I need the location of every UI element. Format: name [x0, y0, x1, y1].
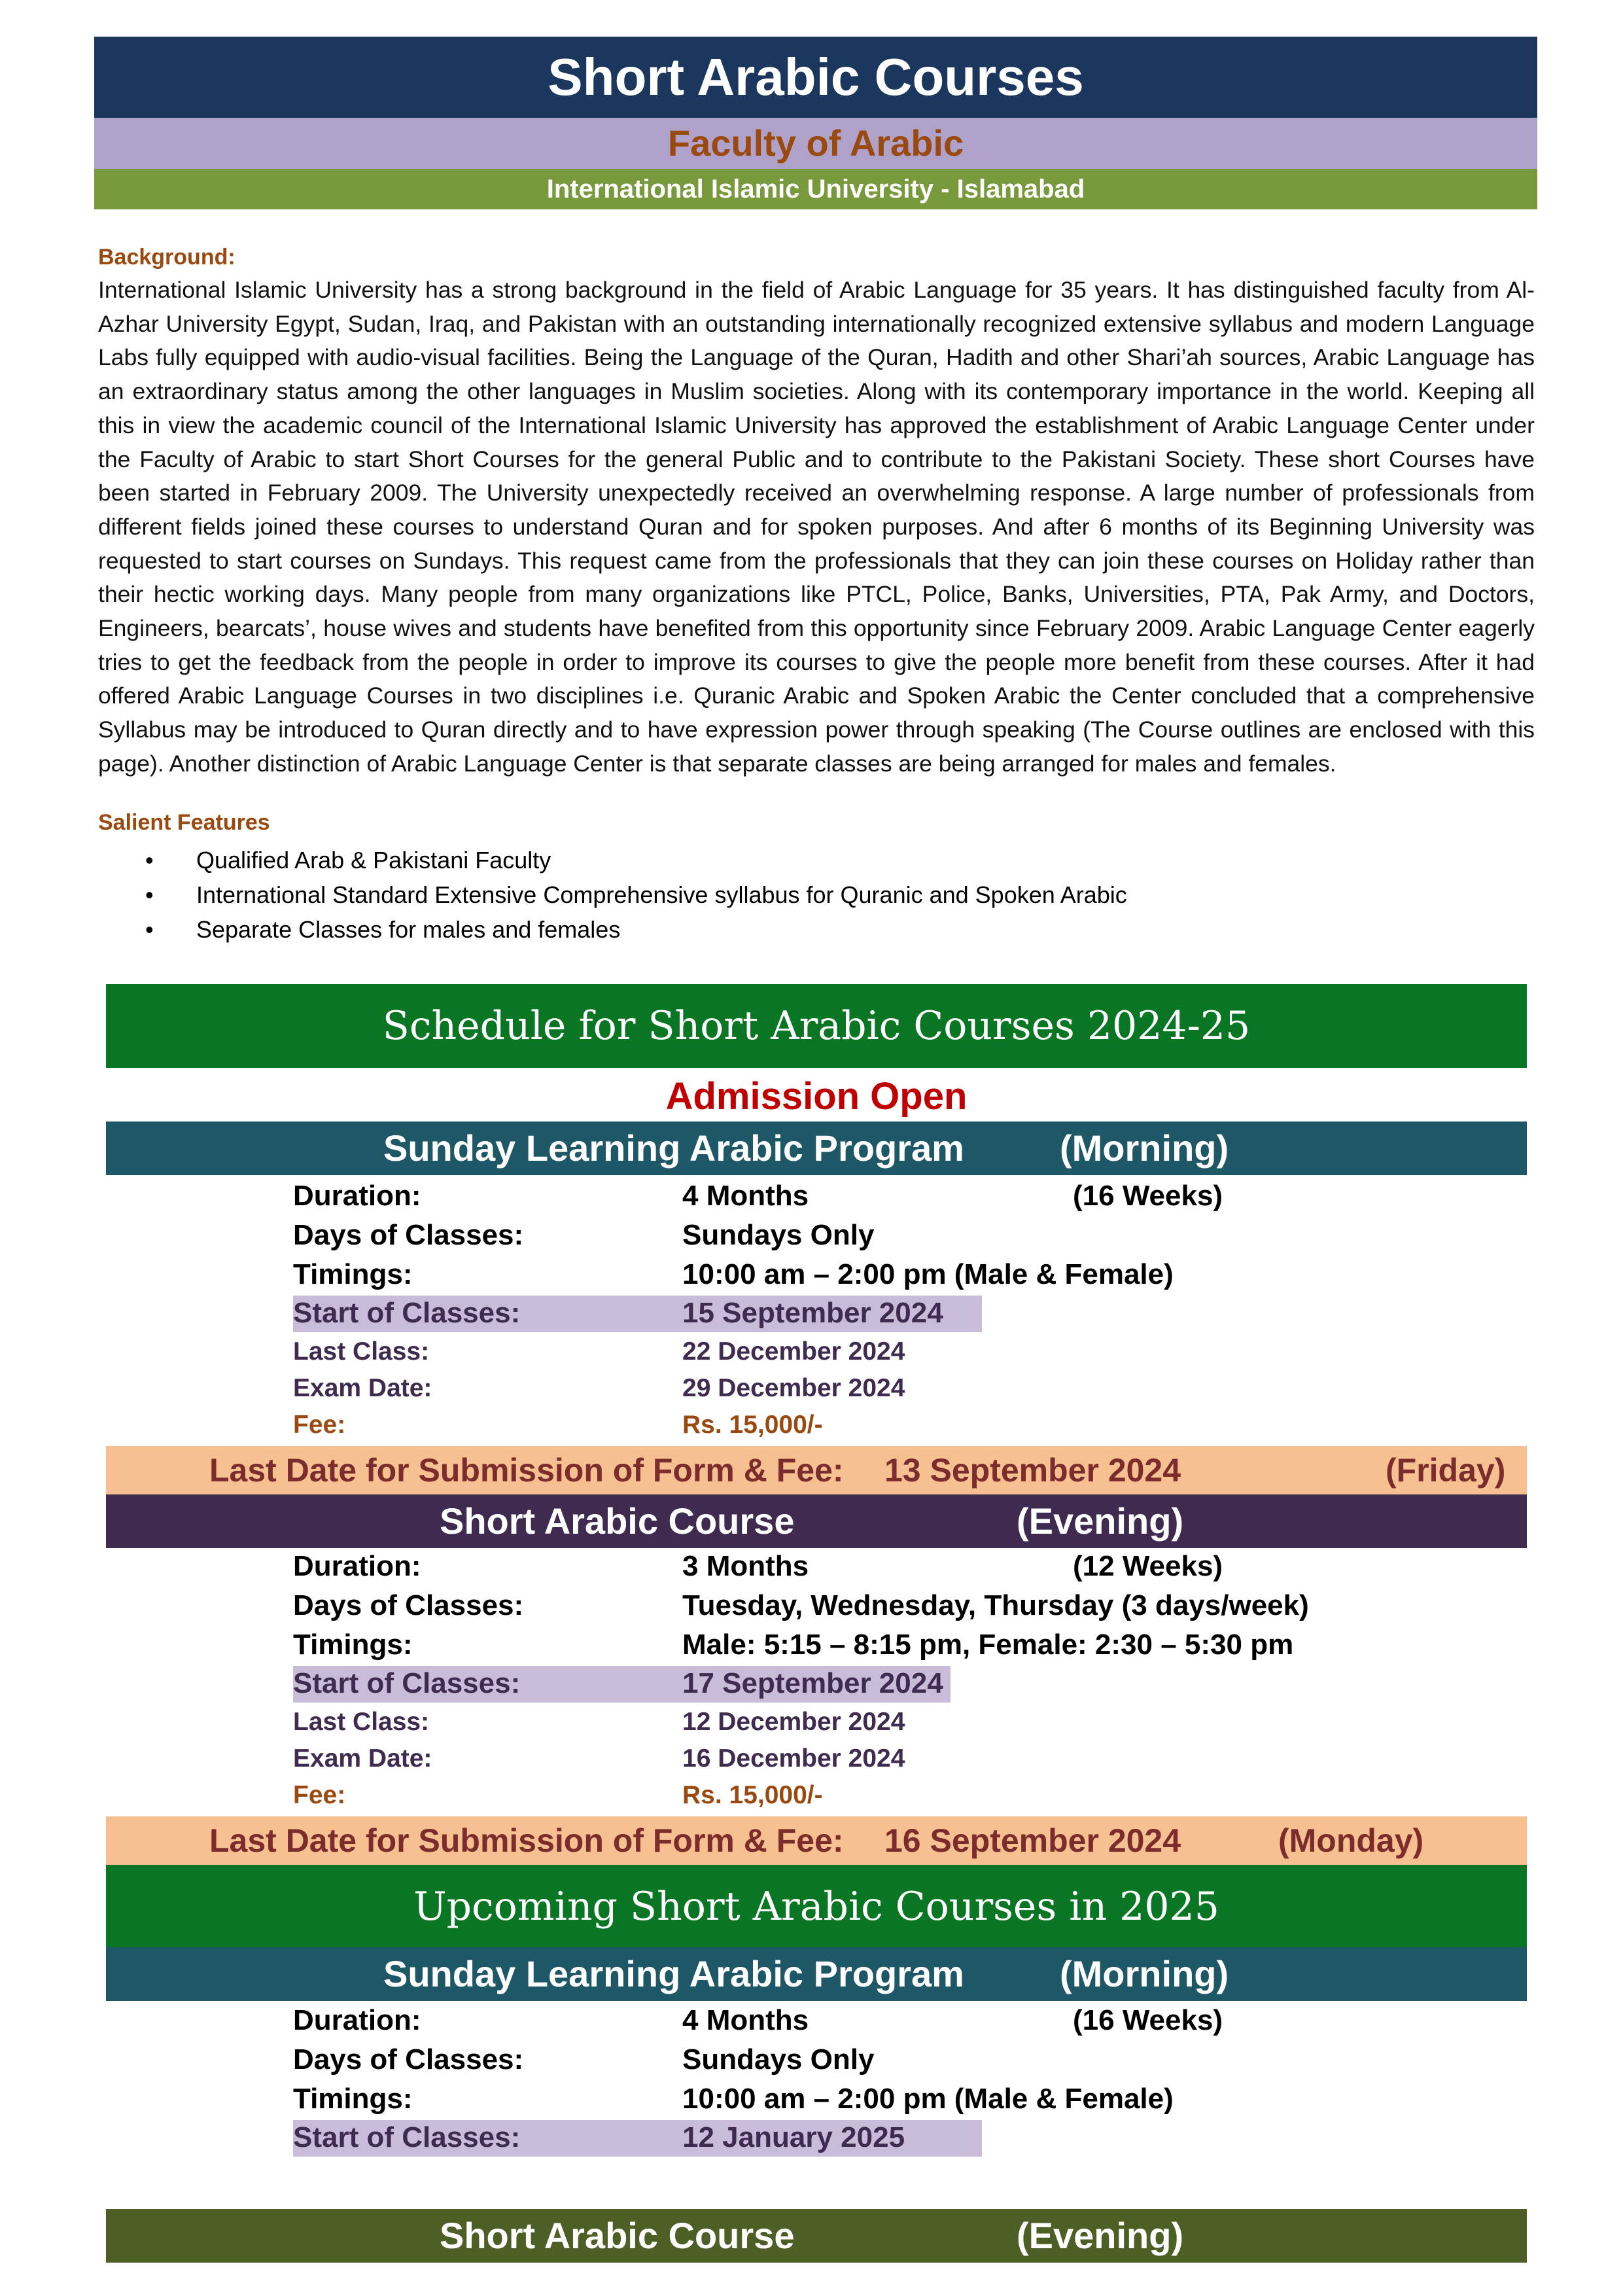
background-paragraph: International Islamic University has a strong background in the field of Arabic Language for 35 years. It has distinguished faculty from Al-Azhar University Egypt, Sudan, Iraq, and Pakistan with an outstanding internationally recognized extensive syllabus and modern Language Labs fully equipped with audio-visual facilities. Being the Language of the Quran, Hadith and other Shari’ah sources, Arabic Language has an extraordinary status among the other languages in Muslim societies. Along with its contemporary importance in the world. Keeping all this in view the academic council of the International Islamic University has approved the establishment of Arabic Language Center under the Faculty of Arabic to start Short Courses for the general Public and to contribute to the Pakistani Society. These short Courses have been started in February 2009. The University unexpectedly received an overwhelming response. A large number of professionals from different fields joined these courses to understand Quran and for spoken purposes. And after 6 months of its Beginning University was requested to start courses on Sundays. This request came from the professionals that they can join these courses on Holiday rather than their hectic working days. Many people from many organizations like PTCL, Police, Banks, Universities, PTA, Pak Army, and Doctors, Engineers, bearcats’, house wives and students have benefited from this opportunity since February 2009. Arabic Language Center eagerly tries to get the feedback from the people in order to improve its courses to give the people more benefit from these courses. After it had offered Arabic Language Courses in two disciplines i.e. Quranic Arabic and Spoken Arabic the Center concluded that a comprehensive Syllabus may be introduced to Quran directly and to have expression power through speaking (The Course outlines are enclosed with this page). Another distinction of Arabic Language Center is that separate classes are being arranged for males and females.: [98, 277, 1535, 777]
sunday-deadline-bar: [106, 1446, 1527, 1494]
background-heading: Background:: [98, 245, 236, 270]
deadline-date: 16 September 2024: [884, 1822, 1181, 1859]
schedule-heading: Schedule for Short Arabic Courses 2024-25: [106, 984, 1527, 1068]
timings-value: 10:00 am – 2:00 pm (Male & Female): [682, 2083, 1174, 2115]
exam-label: Exam Date:: [293, 1744, 432, 1773]
duration-weeks: (12 Weeks): [1073, 1550, 1223, 1582]
program-name: Sunday Learning Arabic Program: [383, 1953, 964, 1994]
fee-label: Fee:: [293, 1781, 346, 1809]
deadline-day: (Friday): [1386, 1452, 1506, 1489]
program-name: Sunday Learning Arabic Program: [383, 1127, 964, 1169]
last-class-value: 12 December 2024: [682, 1708, 905, 1736]
exam-value: 29 December 2024: [682, 1374, 905, 1402]
fee-label: Fee:: [293, 1411, 346, 1439]
program-time: (Morning): [1060, 1953, 1229, 1994]
duration-weeks: (16 Weeks): [1073, 2004, 1223, 2036]
evening-start-row: [0, 1665, 1623, 1704]
days-value: Tuesday, Wednesday, Thursday (3 days/week): [682, 1589, 1309, 1621]
timings-label: Timings:: [293, 2083, 413, 2115]
page-title: Short Arabic Courses: [94, 37, 1537, 118]
evening-exam-row: [0, 1740, 1623, 1780]
start-value: 17 September 2024: [682, 1667, 943, 1699]
sunday-start-row: [0, 1294, 1623, 1333]
sunday-exam-row: [0, 1370, 1623, 1409]
deadline-label: Last Date for Submission of Form & Fee:: [209, 1452, 844, 1489]
fee-value: Rs. 15,000/-: [682, 1411, 823, 1439]
evening-duration-row: [0, 1547, 1623, 1586]
last-class-label: Last Class:: [293, 1337, 430, 1366]
list-item: • Qualified Arab & Pakistani Faculty: [131, 843, 1127, 877]
upcoming-start-row: [0, 2119, 1623, 2158]
start-label: Start of Classes:: [293, 1667, 521, 1699]
deadline-day: (Monday): [1278, 1822, 1424, 1859]
list-item: • International Standard Extensive Comprehensive syllabus for Quranic and Spoken Arabic: [131, 877, 1127, 912]
evening-days-row: [0, 1586, 1623, 1625]
last-class-label: Last Class:: [293, 1708, 430, 1736]
upcoming-duration-row: [0, 2001, 1623, 2040]
sunday-program-bar: [106, 1122, 1527, 1175]
duration-value: 3 Months: [682, 1550, 809, 1582]
evening-last-class-row: [0, 1704, 1623, 1743]
evening-fee-row: [0, 1777, 1623, 1816]
program-time: (Morning): [1060, 1127, 1229, 1169]
program-time: (Evening): [1017, 1500, 1184, 1542]
last-class-value: 22 December 2024: [682, 1337, 905, 1366]
program-time: (Evening): [1017, 2215, 1184, 2256]
start-value: 12 January 2025: [682, 2121, 905, 2153]
evening-course-bar: [106, 1494, 1527, 1548]
sunday-duration-row: [0, 1176, 1623, 1216]
upcoming-heading: Upcoming Short Arabic Courses in 2025: [106, 1865, 1527, 1949]
timings-label: Timings:: [293, 1258, 413, 1290]
exam-label: Exam Date:: [293, 1374, 432, 1402]
duration-label: Duration:: [293, 1550, 421, 1582]
days-label: Days of Classes:: [293, 1219, 524, 1251]
list-item: • Separate Classes for males and females: [131, 912, 1127, 947]
start-label: Start of Classes:: [293, 1297, 521, 1329]
duration-label: Duration:: [293, 2004, 421, 2036]
days-value: Sundays Only: [682, 1219, 875, 1251]
upcoming-sunday-program-bar: [106, 1947, 1527, 2001]
evening-timings-row: [0, 1625, 1623, 1665]
faculty-title: Faculty of Arabic: [94, 118, 1537, 169]
evening-deadline-bar: [106, 1816, 1527, 1865]
start-label: Start of Classes:: [293, 2121, 521, 2153]
university-name: International Islamic University - Islamabad: [94, 169, 1537, 209]
fee-value: Rs. 15,000/-: [682, 1781, 823, 1809]
duration-weeks: (16 Weeks): [1073, 1180, 1223, 1212]
program-name: Short Arabic Course: [440, 1500, 795, 1542]
upcoming-timings-row: [0, 2079, 1623, 2119]
admission-open-banner: Admission Open: [665, 1075, 968, 1118]
days-label: Days of Classes:: [293, 2043, 524, 2075]
duration-value: 4 Months: [682, 1180, 809, 1212]
sunday-last-class-row: [0, 1333, 1623, 1373]
timings-value: 10:00 am – 2:00 pm (Male & Female): [682, 1258, 1174, 1290]
sunday-days-row: [0, 1216, 1623, 1255]
timings-value: Male: 5:15 – 8:15 pm, Female: 2:30 – 5:30 pm: [682, 1629, 1294, 1661]
sunday-timings-row: [0, 1255, 1623, 1294]
days-value: Sundays Only: [682, 2043, 875, 2075]
duration-label: Duration:: [293, 1180, 421, 1212]
salient-features-list: [131, 843, 1127, 947]
sunday-fee-row: [0, 1407, 1623, 1446]
salient-features-heading: Salient Features: [98, 810, 270, 835]
deadline-date: 13 September 2024: [884, 1452, 1181, 1489]
upcoming-evening-course-bar: [106, 2209, 1527, 2263]
days-label: Days of Classes:: [293, 1589, 524, 1621]
duration-value: 4 Months: [682, 2004, 809, 2036]
start-value: 15 September 2024: [682, 1297, 943, 1329]
program-name: Short Arabic Course: [440, 2215, 795, 2256]
deadline-label: Last Date for Submission of Form & Fee:: [209, 1822, 844, 1859]
exam-value: 16 December 2024: [682, 1744, 905, 1773]
upcoming-days-row: [0, 2040, 1623, 2079]
timings-label: Timings:: [293, 1629, 413, 1661]
